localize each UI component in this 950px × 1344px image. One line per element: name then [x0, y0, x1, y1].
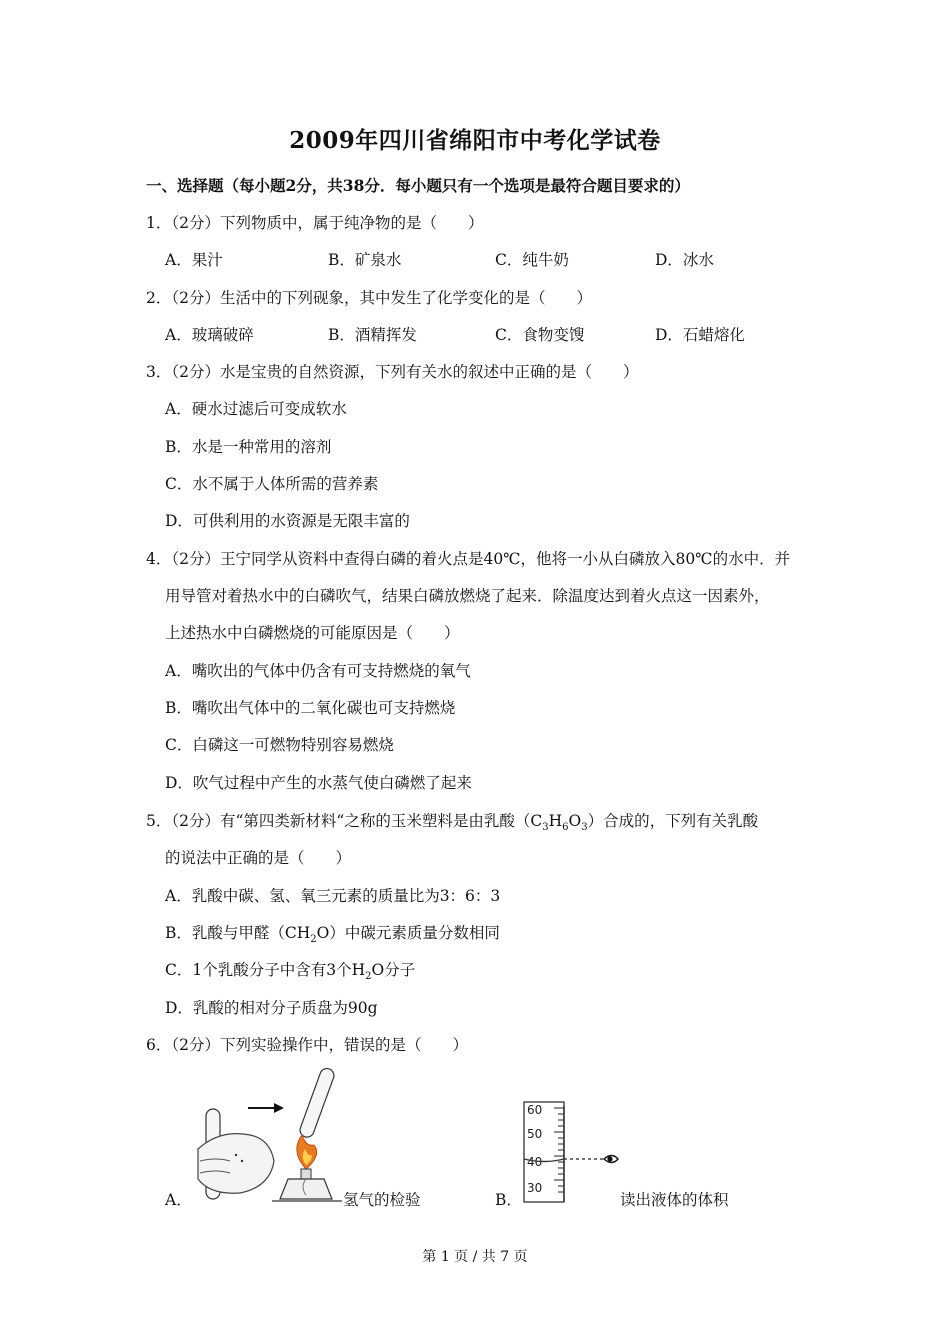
q1-option-b: B．矿泉水 [328, 251, 402, 269]
question-2-stem: 2．（2分）生活中的下列砚象，其中发生了化学变化的是（ ） [146, 289, 592, 307]
page-title: 2009年四川省绵阳市中考化学试卷 [289, 127, 661, 154]
q5-option-a: A．乳酸中碳、氢、氧三元素的质量比为3：6：3 [165, 887, 501, 905]
q4-option-a: A．嘴吹出的气体中仍含有可支持燃烧的氧气 [165, 662, 471, 680]
question-5-stem-line2: 的说法中正确的是（ ） [165, 849, 352, 867]
q4-option-b: B．嘴吹出气体中的二氧化碳也可支持燃烧 [165, 699, 456, 717]
question-1-stem: 1．（2分）下列物质中，属于纯净物的是（ ） [146, 214, 484, 232]
q1-option-c: C．纯牛奶 [495, 251, 569, 269]
cylinder-tick-40: 40 [527, 1155, 543, 1169]
q3-option-b: B．水是一种常用的溶剂 [165, 438, 332, 456]
q2-option-a: A．玻璃破碎 [165, 326, 254, 344]
q3-option-c: C．水不属于人体所需的营养素 [165, 475, 379, 493]
q6-option-b-label: B． [495, 1191, 522, 1209]
question-4-stem-line3: 上述热水中白磷燃烧的可能原因是（ ） [165, 624, 460, 642]
page-footer: 第 1 页 / 共 7 页 [422, 1249, 528, 1265]
q5-option-c: C．1个乳酸分子中含有3个$H_2O$分子 [165, 961, 416, 983]
question-4-stem-line2: 用导管对着热水中的白磷吹气，结果白磷放燃烧了起来．除温度达到着火点这一因素外， [165, 587, 770, 605]
q3-option-a: A．硬水过滤后可变成软水 [165, 400, 347, 418]
q6-option-a-label: A． [165, 1191, 192, 1209]
cylinder-tick-30: 30 [527, 1181, 543, 1195]
q6-option-a-caption: 氢气的检验 [343, 1191, 421, 1209]
q6-option-b-caption: 读出液体的体积 [620, 1191, 729, 1209]
hydrogen-test-illustration [190, 1065, 342, 1210]
section-heading: 一、选择题（每小题2分，共38分．每小题只有一个选项是最符合题目要求的） [146, 176, 690, 195]
cylinder-tick-60: 60 [527, 1103, 543, 1117]
q2-option-c: C．食物变馊 [495, 326, 585, 344]
question-5-stem-line1: 5．（2分）有“第四类新材料“之称的玉米塑料是由乳酸$(C_3H_6O_3)$合成的，下列有关乳酸 [146, 812, 759, 834]
measuring-cylinder-illustration [520, 1098, 620, 1208]
q2-option-b: B．酒精挥发 [328, 326, 417, 344]
q2-option-d: D．石蜡熔化 [655, 326, 745, 344]
q4-option-c: C．白磷这一可燃物特别容易燃烧 [165, 736, 394, 754]
question-6-stem: 6．（2分）下列实验操作中，错误的是（ ） [146, 1036, 468, 1054]
q1-option-d: D．冰水 [655, 251, 714, 269]
q1-option-a: A．果汁 [165, 251, 223, 269]
question-3-stem: 3．（2分）水是宝贵的自然资源，下列有关水的叙述中正确的是（ ） [146, 363, 639, 381]
q4-option-d: D．吹气过程中产生的水蒸气使白磷燃了起来 [165, 774, 472, 792]
question-4-stem-line1: 4．（2分）王宁同学从资料中查得白磷的着火点是40℃，他将一小从白磷放入80℃的水中．并 [146, 550, 791, 568]
cylinder-tick-50: 50 [527, 1127, 543, 1141]
q5-option-b: B．乳酸与甲醛$(CH_2O)$中碳元素质量分数相同 [165, 924, 500, 946]
q5-option-d: D．乳酸的相对分子质盘为90g [165, 999, 378, 1017]
q3-option-d: D．可供利用的水资源是无限丰富的 [165, 512, 410, 530]
